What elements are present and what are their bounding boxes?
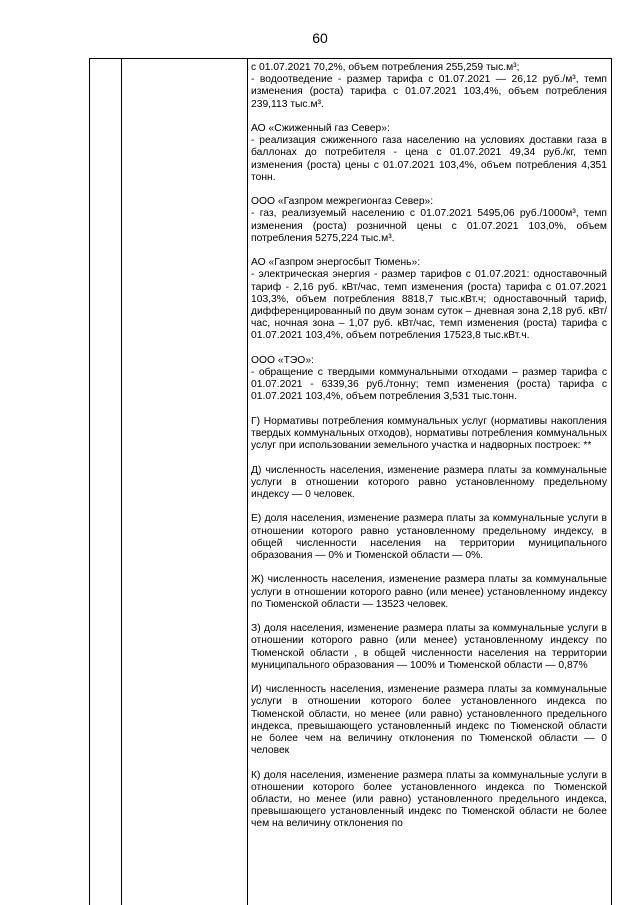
paragraph: - электрическая энергия - размер тарифов с 01.07.2021: одноставочный тариф - 2,16 руб. кВт/час, темп изменения (роста) тарифа с 01.07.2021 103,3%, объем потребления 8818,7 тыс.кВт.ч; одноставочный тариф, дифференцированный по двум зонам суток – дневная зона 2,18 руб. кВт/час, ночная зона – 1,07 руб. кВт/час, темп изменения (роста) тарифа с 01.07.2021 103,4%, объем потребления 17523,8 тыс.кВт.ч. xyxy=(251,269,607,342)
column-divider xyxy=(121,59,122,905)
paragraph: Е) доля населения, изменение размера платы за коммунальные услуги в отношении которого равно установленному предельному индексу, в общей численности населения на территории муниципального образования — 0% и Тюменской области — 0%. xyxy=(251,513,607,562)
paragraph: Г) Нормативы потребления коммунальных услуг (нормативы накопления твердых коммунальных отходов), нормативы потребления коммунальных услуг при использовании земельного участка и надворных построек: ** xyxy=(251,415,607,452)
paragraph-heading: АО «Сжиженный газ Север»: xyxy=(251,123,390,134)
paragraph: Д) численность населения, изменение размера платы за коммунальные услуги в отношении которого равно установленному предельному индексу — 0 человек. xyxy=(251,464,607,501)
paragraph: - реализация сжиженного газа населению на условиях доставки газа в баллонах до потребителя - цена с 01.07.2021 49,34 руб./кг, темп изменения (роста) цены с 01.07.2021 103,4%, объем потребления 4,351 тонн. xyxy=(251,135,607,183)
paragraph-heading: АО «Газпром энергосбыт Тюмень»: xyxy=(251,257,421,269)
paragraph: Ж) численность населения, изменение размера платы за коммунальные услуги в отношении которого равно (или менее) установленному индексу по Тюменской области — 13523 человек. xyxy=(251,574,607,610)
paragraph: - обращение с твердыми коммунальными отходами – размер тарифа с 01.07.2021 - 6339,36 руб./тонну; темп изменения (роста) тарифа с 01.07.2021 103,4%, объем потребления 3,531 тыс.тонн. xyxy=(251,367,607,403)
paragraph-heading: ООО «Газпром межрегионгаз Север»: xyxy=(251,196,434,208)
paragraph: И) численность населения, изменение размера платы за коммунальные услуги в отношении которого более установленного индекса по Тюменской области, но менее (или равно) установленного предельного индекса, превышающего установленный индекс по Тюменской области не более чем на величину отклонения по Тюменской области — 0 человек xyxy=(251,684,607,757)
paragraph-heading: ООО «ТЭО»: xyxy=(251,354,314,366)
column-divider xyxy=(247,59,248,905)
table-cell-text xyxy=(251,62,607,831)
paragraph: с 01.07.2021 70,2%, объем потребления 255,259 тыс.м³; xyxy=(251,62,520,73)
table-right-border xyxy=(611,59,612,905)
document-table xyxy=(89,58,612,905)
paragraph: - газ, реализуемый населению с 01.07.2021 5495,06 руб./1000м³, темп изменения (роста) розничной цены с 01.07.2021 103,0%, объем потребления 5275,224 тыс.м³. xyxy=(251,208,607,244)
paragraph: К) доля населения, изменение размера платы за коммунальные услуги в отношении которого более установленного индекса по Тюменской области, но менее (или равно) установленного предельного индекса, превышающего установленный индекс по Тюменской области не более чем на величину отклонения по xyxy=(251,769,607,830)
paragraph: - водоотведение - размер тарифа с 01.07.2021 — 26,12 руб./м³, темп изменения (роста) тарифа с 01.07.2021 103,4%, объем потребления 239,113 тыс.м³. xyxy=(251,74,607,110)
paragraph: З) доля населения, изменение размера платы за коммунальные услуги в отношении которого равно (или менее) установленному индексу по Тюменской области , в общей численности населения на территории муниципального образования — 100% и Тюменской области — 0,87% xyxy=(251,623,607,671)
page-number: 60 xyxy=(312,30,328,46)
